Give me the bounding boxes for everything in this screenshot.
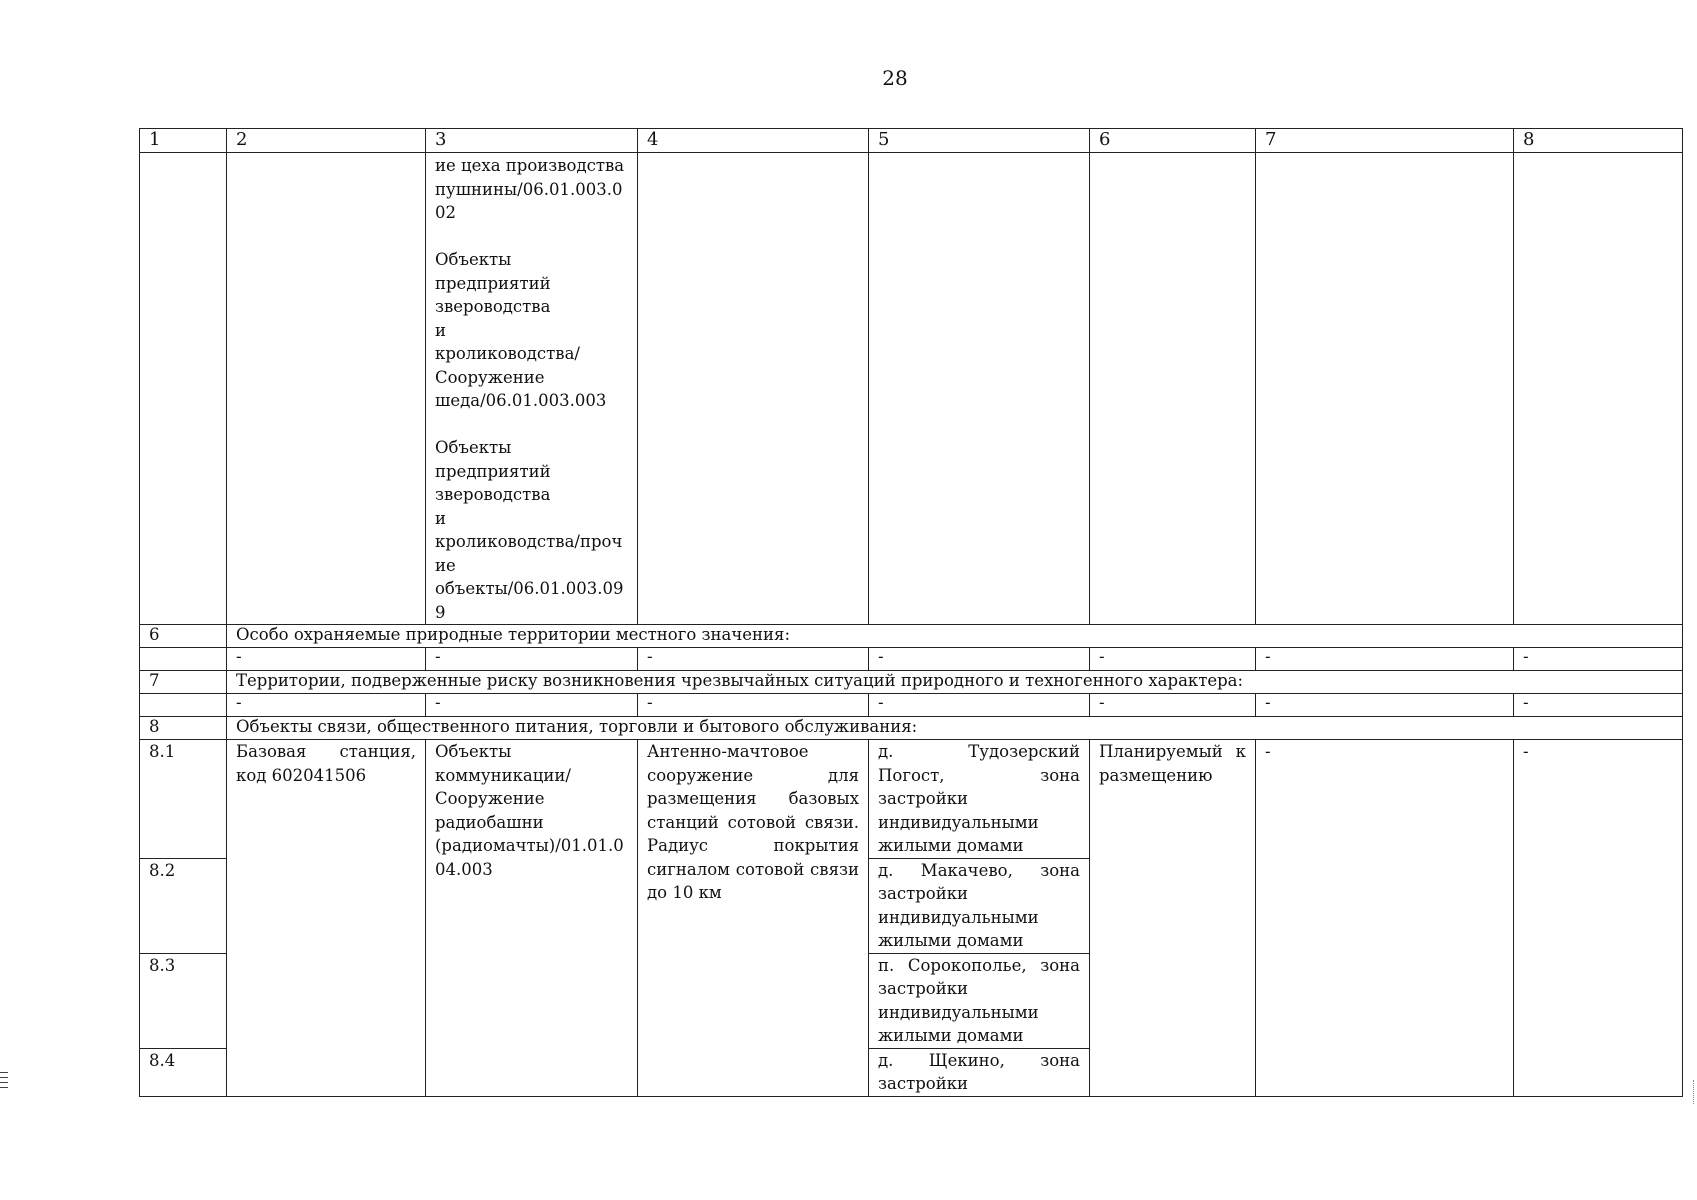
object-name: Базовая станция, код 602041506 bbox=[227, 740, 426, 1097]
dash-cell: - bbox=[869, 694, 1090, 717]
object-location: д. Тудозерский Погост, зона застройки индивидуальными жилыми домами bbox=[869, 740, 1090, 859]
section-title: Территории, подверженные риску возникновения чрезвычайных ситуаций природного и техногенного характера: bbox=[227, 671, 1683, 694]
dash-cell: - bbox=[1256, 694, 1514, 717]
section-6-row bbox=[140, 625, 1683, 648]
col-number: 3 bbox=[426, 129, 638, 153]
col-number: 4 bbox=[638, 129, 869, 153]
object-location: п. Сорокополье, зона застройки индивидуальными жилыми домами bbox=[869, 953, 1090, 1048]
col-number: 7 bbox=[1256, 129, 1514, 153]
col-number: 2 bbox=[227, 129, 426, 153]
dash-cell: - bbox=[638, 648, 869, 671]
col-number: 1 bbox=[140, 129, 227, 153]
object-location: д. Щекино, зона застройки bbox=[869, 1048, 1090, 1096]
dash-cell: - bbox=[1090, 648, 1256, 671]
dash-cell: - bbox=[227, 694, 426, 717]
scan-edge-marks bbox=[0, 1072, 8, 1092]
section-number: 7 bbox=[140, 671, 227, 694]
continuation-object-types: ие цеха производства пушнины/06.01.003.0 02 Объекты предприятий звероводства и кролиководства/ Сооружение шеда/06.01.003.003 Объекты предприятий звероводства и кролиководства/проч ие объекты/06.01.003.09 9 bbox=[426, 153, 638, 625]
section-6-empty-row bbox=[140, 648, 1683, 671]
section-8-row bbox=[140, 717, 1683, 740]
dash-cell: - bbox=[869, 648, 1090, 671]
object-type: Объекты коммуникации/ Сооружение радиобашни (радиомачты)/01.01.0 04.003 bbox=[426, 740, 638, 1097]
item-number: 8.2 bbox=[140, 858, 227, 953]
item-number: 8.4 bbox=[140, 1048, 227, 1096]
dash-cell: - bbox=[1256, 648, 1514, 671]
section-number: 8 bbox=[140, 717, 227, 740]
dash-cell: - bbox=[1514, 694, 1683, 717]
dash-cell: - bbox=[227, 648, 426, 671]
objects-table bbox=[139, 128, 1683, 1097]
item-number: 8.3 bbox=[140, 953, 227, 1048]
object-characteristics: Антенно-мачтовое сооружение для размещения базовых станций сотовой связи. Радиус покрытия сигналом сотовой связи до 10 км bbox=[638, 740, 869, 1097]
dash-cell: - bbox=[426, 694, 638, 717]
dash-cell: - bbox=[426, 648, 638, 671]
item-row-8-1 bbox=[140, 740, 1683, 859]
col-number: 8 bbox=[1514, 129, 1683, 153]
section-title: Объекты связи, общественного питания, торговли и бытового обслуживания: bbox=[227, 717, 1683, 740]
object-location: д. Макачево, зона застройки индивидуальными жилыми домами bbox=[869, 858, 1090, 953]
dash-cell: - bbox=[1256, 740, 1514, 1097]
continuation-row bbox=[140, 153, 1683, 625]
page-number: 28 bbox=[882, 66, 908, 90]
column-number-row bbox=[140, 129, 1683, 153]
section-7-empty-row bbox=[140, 694, 1683, 717]
scan-edge-marks bbox=[1693, 1080, 1697, 1104]
item-number: 8.1 bbox=[140, 740, 227, 859]
dash-cell: - bbox=[1090, 694, 1256, 717]
section-number: 6 bbox=[140, 625, 227, 648]
section-7-row bbox=[140, 671, 1683, 694]
dash-cell: - bbox=[1514, 648, 1683, 671]
col-number: 6 bbox=[1090, 129, 1256, 153]
col-number: 5 bbox=[869, 129, 1090, 153]
object-status: Планируемый к размещению bbox=[1090, 740, 1256, 1097]
dash-cell: - bbox=[1514, 740, 1683, 1097]
dash-cell: - bbox=[638, 694, 869, 717]
section-title: Особо охраняемые природные территории местного значения: bbox=[227, 625, 1683, 648]
